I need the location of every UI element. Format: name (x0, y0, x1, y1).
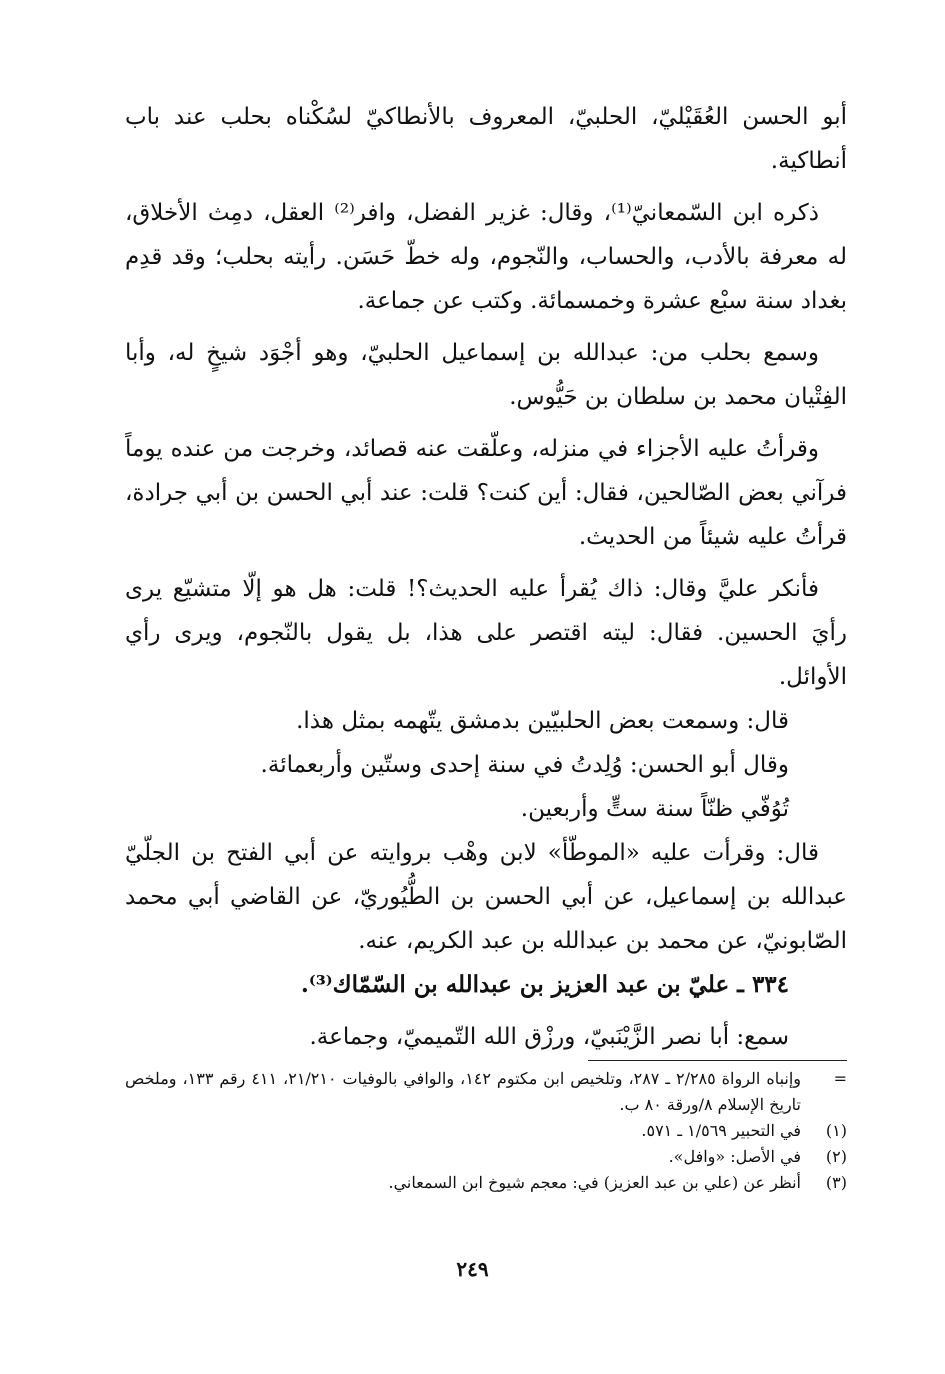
line-3: تُوُفّي ظنّاً سنة ستٍّ وأربعين. (520, 796, 789, 822)
footnote-marker: = (833, 1069, 847, 1088)
footnote-item (125, 1066, 847, 1118)
footnote-text: في الأصل: «وافل». (668, 1147, 801, 1166)
footnote-text: أنظر عن (علي بن عبد العزيز) في: معجم شيوخ ابن السمعاني. (388, 1173, 801, 1192)
footnote-divider (588, 1060, 847, 1061)
paragraph-4: وقرأتُ عليه الأجزاء في منزله، وعلّقت عنه قصائد، وخرجت من عنده يوماً فرآني بعض الصّالحين، فقال: أين كنت؟ قلت: عند أبي الحسن بن أبي جرادة، قرأتُ عليه شيئاً من الحديث. (125, 436, 847, 550)
line-2: وقال أبو الحسن: وُلِدتُ في سنة إحدى وستّين وأربعمائة. (260, 752, 789, 778)
line-1: قال: وسمعت بعض الحلبيّين بدمشق يتّهمه بمثل هذا. (296, 708, 789, 734)
paragraph-1: أبو الحسن العُقَيْليّ، الحلبيّ، المعروف بالأنطاكيّ لسُكْناه بحلب عند باب أنطاكية. (125, 104, 847, 174)
footnote-item (125, 1118, 847, 1144)
page-number: ٢٤٩ (456, 1257, 489, 1281)
footnote-item (125, 1144, 847, 1170)
footnote-marker: (١) (825, 1121, 847, 1140)
footnote-marker: (٣) (825, 1173, 847, 1192)
footnote-item (125, 1170, 847, 1196)
paragraph-6: قال: وقرأت عليه «الموطّأ» لابن وهْب بروايته عن أبي الفتح بن الجلّيّ عبدالله بن إسماعيل، عن أبي الحسن بن الطُّيُوريّ، عن القاضي أبي محمد الصّابونيّ، عن محمد بن عبدالله بن عبد الكريم، عنه. (125, 840, 847, 954)
paragraph-3: وسمع بحلب من: عبدالله بن إسماعيل الحلبيّ، وهو أجْوَد شيخٍ له، وأبا الفِتْيان محمد بن سلطان بن حَيُّوس. (125, 340, 847, 410)
main-text (125, 95, 847, 1059)
footnote-text: وإنباه الرواة ٢/٢٨٥ ـ ٢٨٧، وتلخيص ابن مكتوم ١٤٢، والوافي بالوفيات ٢١/٢١٠، ٤١١ رقم ١٣٣، وملخص تاريخ الإسلام ٨/ورقة ٨٠ ب. (125, 1069, 802, 1114)
paragraph-5: فأنكر عليَّ وقال: ذاك يُقرأ عليه الحديث؟! قلت: هل هو إلّا متشيّع يرى رأيَ الحسين. فقال: ليته اقتصر على هذا، بل يقول بالنّجوم، ويرى رأي الأوائل. (125, 576, 847, 690)
paragraph-2: ذكره ابن السّمعانيّ⁽¹⁾، وقال: غزير الفضل، وافر⁽²⁾ العقل، دمِث الأخلاق، له معرفة بالأدب، والحساب، والنّجوم، وله خطّ حَسَن. رأيته بحلب؛ وقد قدِم بغداد سنة سبْع عشرة وخمسمائة. وكتب عن جماعة. (125, 200, 847, 314)
footnote-marker: (٢) (825, 1147, 847, 1166)
footnote-text: في التحبير ١/٥٦٩ ـ ٥٧١. (641, 1121, 801, 1140)
footnotes (125, 1066, 847, 1196)
entry-heading: ٣٣٤ ـ عليّ بن عبد العزيز بن عبدالله بن السّمّاك⁽³⁾. (300, 971, 789, 998)
paragraph-7: سمع: أبا نصر الزَّيْنَبيّ، ورزْق الله التّميميّ، وجماعة. (309, 1024, 789, 1050)
